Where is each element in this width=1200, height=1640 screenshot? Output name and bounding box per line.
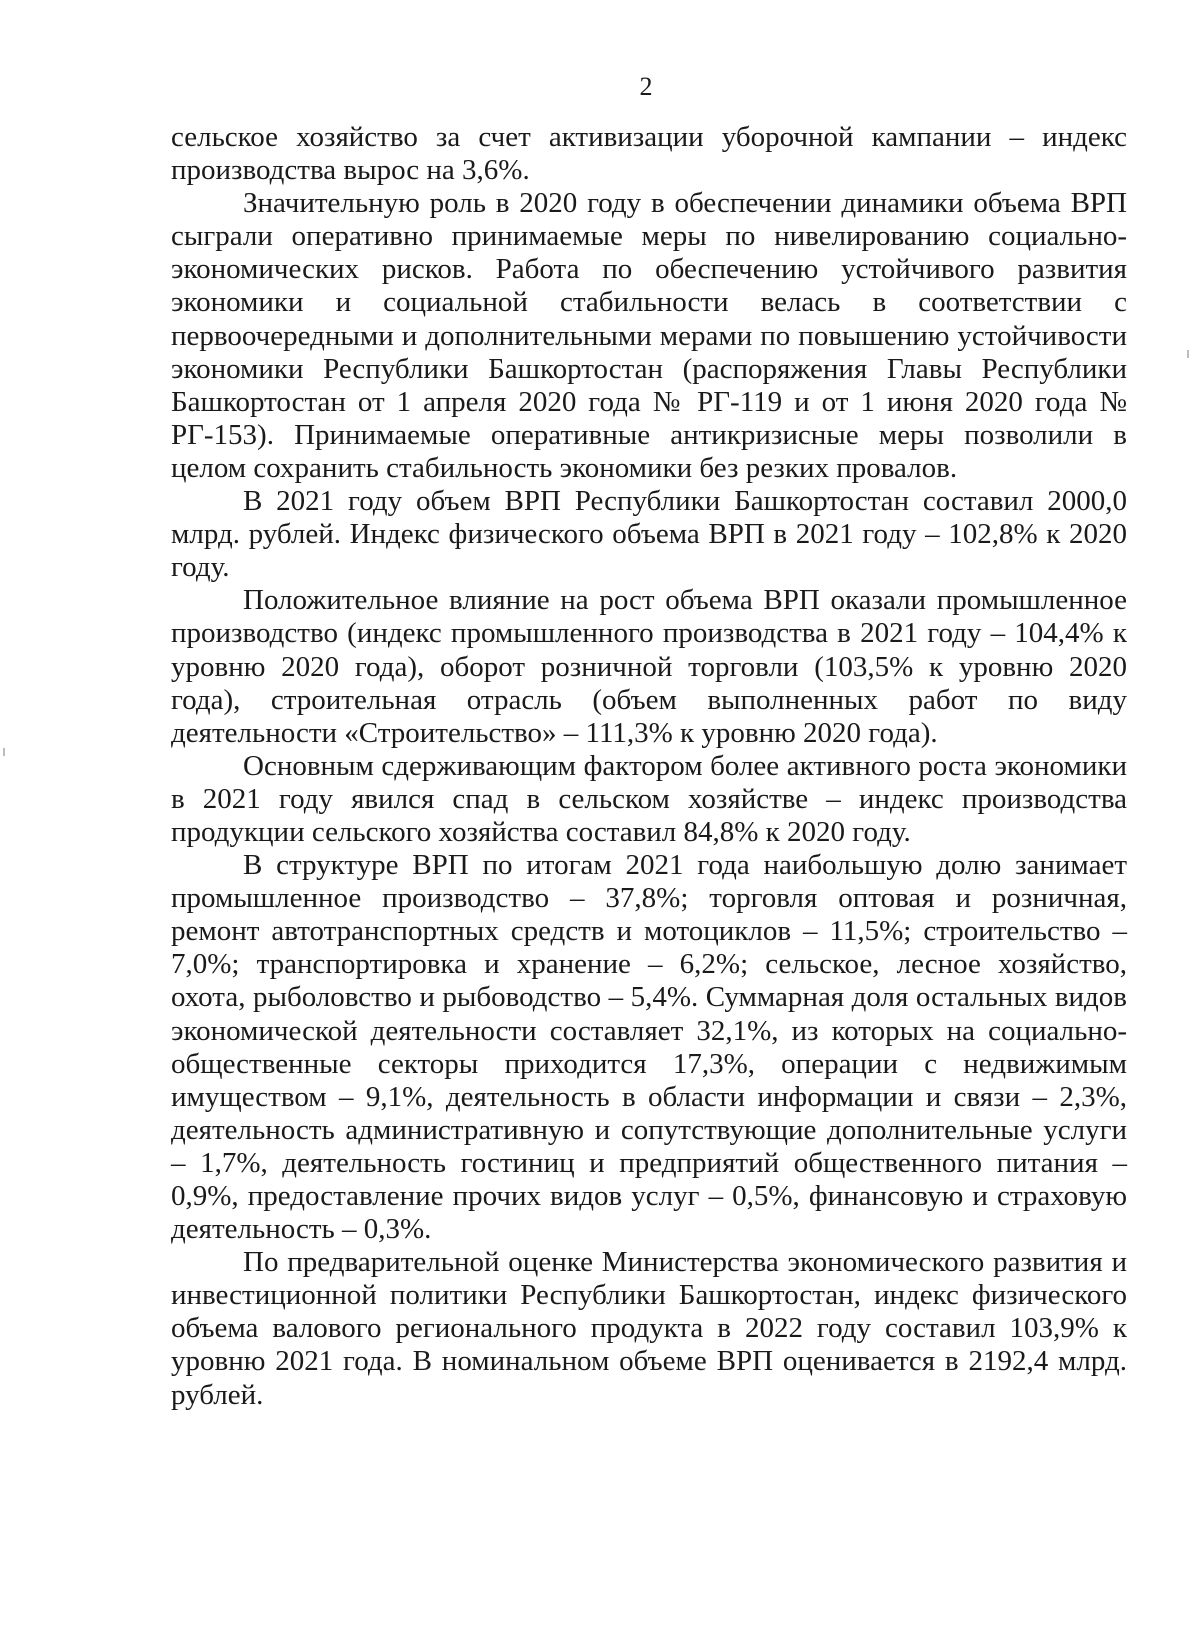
document-body	[171, 121, 1127, 1412]
paragraph-harvest-continuation: сельское хозяйство за счет активизации уборочной кампании – индекс производства вырос на 3,6%.	[171, 121, 1127, 187]
paragraph-growth-factors: Положительное влияние на рост объема ВРП оказали промышленное производство (индекс промышленного производства в 2021 году – 104,4% к уровню 2020 года), оборот розничной торговли (103,5% к уровню 2020 года), строительная отрасль (объем выполненных работ по виду деятельности «Строительство» – 111,3% к уровню 2020 года).	[171, 584, 1127, 749]
paragraph-grp-structure: В структуре ВРП по итогам 2021 года наибольшую долю занимает промышленное производство – 37,8%; торговля оптовая и розничная, ремонт автотранспортных средств и мотоциклов – 11,5%; строительство – 7,0%; транспортировка и хранение – 6,2%; сельское, лесное хозяйство, охота, рыболовство и рыбоводство – 5,4%. Суммарная доля остальных видов экономической деятельности составляет 32,1%, из которых на социально-общественные секторы приходится 17,3%, операции с недвижимым имуществом – 9,1%, деятельность в области информации и связи – 2,3%, деятельность административную и сопутствующие дополнительные услуги – 1,7%, деятельность гостиниц и предприятий общественного питания – 0,9%, предоставление прочих видов услуг – 0,5%, финансовую и страховую деятельность – 0,3%.	[171, 849, 1127, 1246]
paragraph-grp-2021-volume: В 2021 году объем ВРП Республики Башкортостан составил 2000,0 млрд. рублей. Индекс физического объема ВРП в 2021 году – 102,8% к 2020 году.	[171, 485, 1127, 584]
page-number: 2	[639, 72, 653, 101]
paragraph-agriculture-decline: Основным сдерживающим фактором более активного роста экономики в 2021 году явился спад в сельском хозяйстве – индекс производства продукции сельского хозяйства составил 84,8% к 2020 году.	[171, 749, 1127, 848]
paragraph-grp-2020-measures: Значительную роль в 2020 году в обеспечении динамики объема ВРП сыграли оперативно принимаемые меры по нивелированию социально-экономических рисков. Работа по обеспечению устойчивого развития экономики и социальной стабильности велась в соответствии с первоочередными и дополнительными мерами по повышению устойчивости экономики Республики Башкортостан (распоряжения Главы Республики Башкортостан от 1 апреля 2020 года № РГ-119 и от 1 июня 2020 года № РГ-153). Принимаемые оперативные антикризисные меры позволили в целом сохранить стабильность экономики без резких провалов.	[171, 187, 1127, 484]
scan-edge-mark	[1187, 350, 1189, 358]
scan-edge-mark-left	[3, 748, 5, 756]
paragraph-2022-estimate: По предварительной оценке Министерства экономического развития и инвестиционной политики Республики Башкортостан, индекс физического объема валового регионального продукта в 2022 году составил 103,9% к уровню 2021 года. В номинальном объеме ВРП оценивается в 2192,4 млрд. рублей.	[171, 1246, 1127, 1411]
